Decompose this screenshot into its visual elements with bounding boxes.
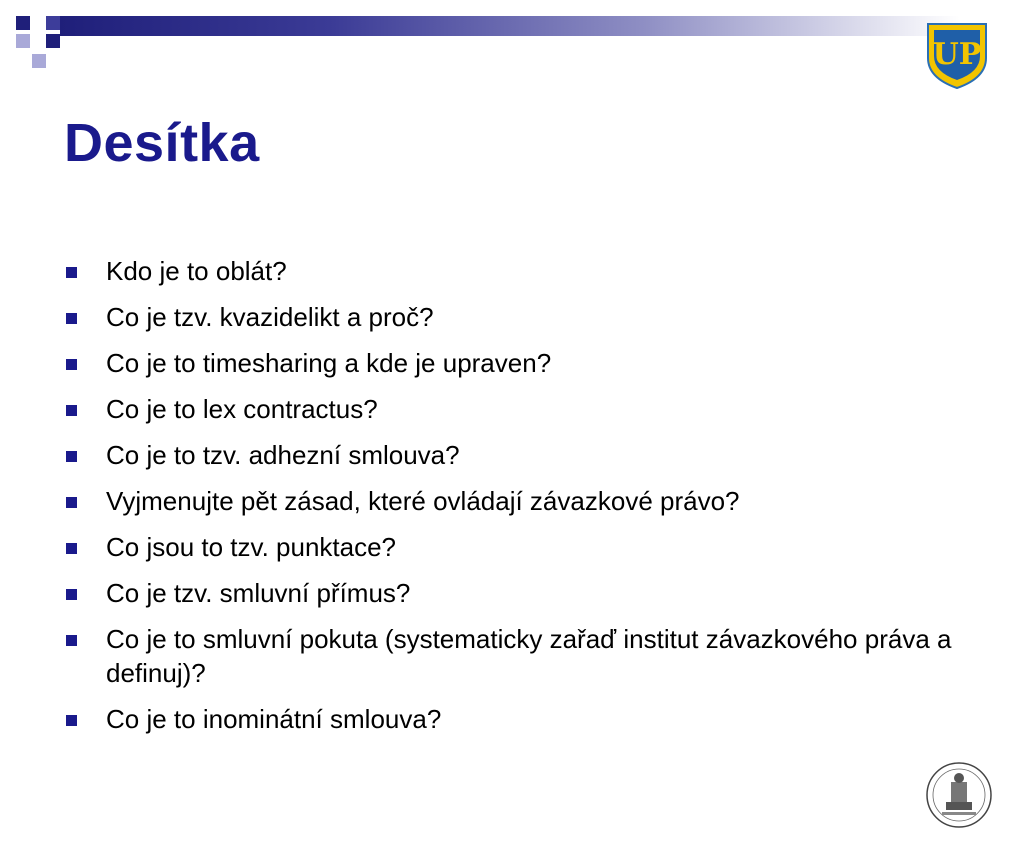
decor-square <box>16 16 30 30</box>
university-seal-icon <box>924 760 994 830</box>
square-bullet-icon <box>66 589 77 600</box>
list-item-text: Co je to inominátní smlouva? <box>106 704 442 734</box>
square-bullet-icon <box>66 405 77 416</box>
list-item-text: Co jsou to tzv. punktace? <box>106 532 397 562</box>
list-item-text: Co je to lex contractus? <box>106 394 378 424</box>
decor-square <box>46 34 60 48</box>
square-bullet-icon <box>66 497 77 508</box>
list-item <box>66 392 966 426</box>
university-shield-logo <box>924 20 990 90</box>
decor-square <box>16 34 30 48</box>
square-bullet-icon <box>66 543 77 554</box>
list-item-text: Co je to smluvní pokuta (systematicky zařaď institut závazkového práva a definuj)? <box>106 624 952 688</box>
square-bullet-icon <box>66 267 77 278</box>
list-item <box>66 254 966 288</box>
list-item-text: Vyjmenujte pět zásad, které ovládají závazkové právo? <box>106 486 740 516</box>
square-bullet-icon <box>66 359 77 370</box>
list-item <box>66 346 966 380</box>
bullet-list <box>66 254 966 748</box>
list-item <box>66 702 966 736</box>
list-item <box>66 622 966 690</box>
header-gradient-band <box>60 16 960 36</box>
square-bullet-icon <box>66 451 77 462</box>
square-bullet-icon <box>66 635 77 646</box>
list-item <box>66 530 966 564</box>
list-item-text: Co je to tzv. adhezní smlouva? <box>106 440 460 470</box>
square-bullet-icon <box>66 715 77 726</box>
slide-title: Desítka <box>64 113 260 173</box>
list-item <box>66 300 966 334</box>
logo-text: UP <box>932 37 982 72</box>
list-item <box>66 576 966 610</box>
list-item-text: Kdo je to oblát? <box>106 256 287 286</box>
list-item-text: Co je to timesharing a kde je upraven? <box>106 348 552 378</box>
list-item <box>66 484 966 518</box>
list-item-text: Co je tzv. smluvní přímus? <box>106 578 411 608</box>
list-item-text: Co je tzv. kvazidelikt a proč? <box>106 302 434 332</box>
decor-square <box>32 54 46 68</box>
decor-square <box>46 16 60 30</box>
list-item <box>66 438 966 472</box>
square-bullet-icon <box>66 313 77 324</box>
